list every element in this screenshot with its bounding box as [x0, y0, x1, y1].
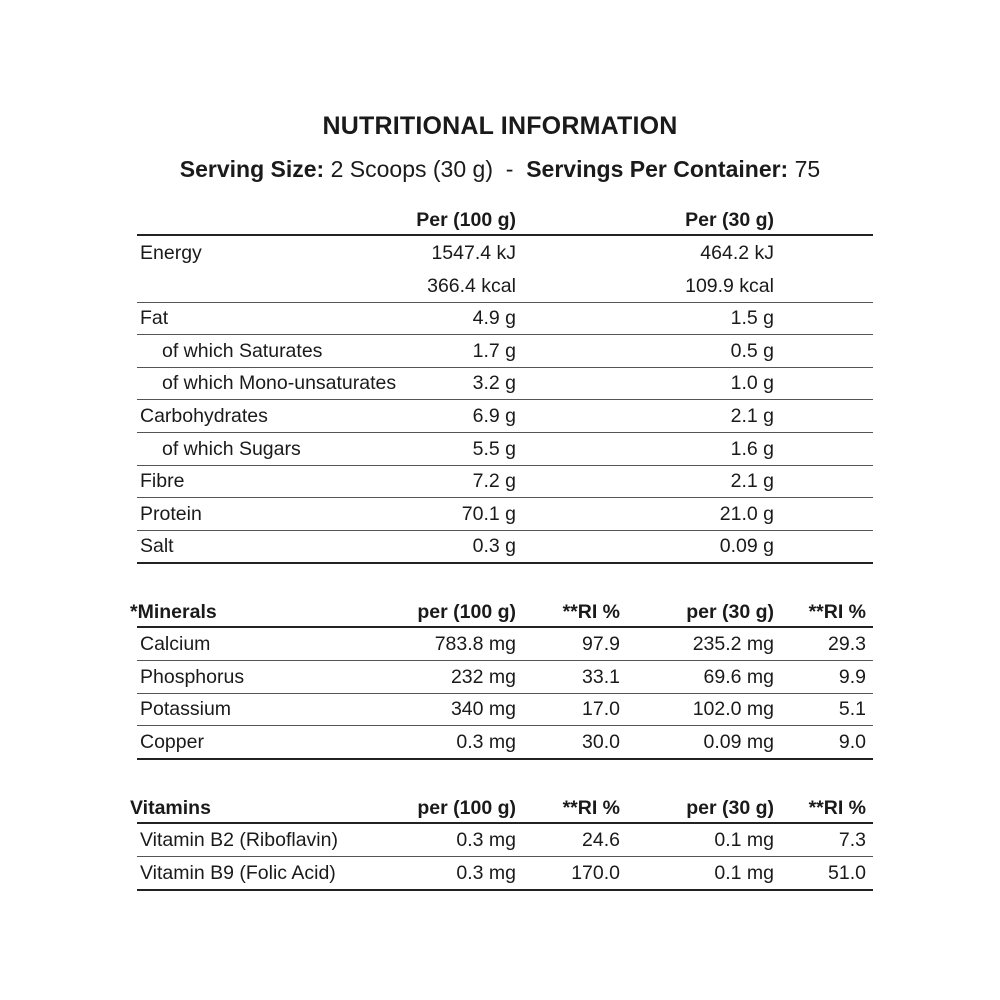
vitamins-row-ri-100g: 24.6 [582, 829, 620, 851]
servings-per-container-label: Servings Per Container: [526, 156, 789, 182]
nutrient-per-serving: 2.1 g [730, 470, 774, 492]
vitamins-row-ri-serving: 7.3 [838, 829, 866, 851]
minerals-row-label: Copper [140, 731, 204, 753]
minerals-row-label: Calcium [140, 633, 211, 655]
header-divider [137, 234, 873, 236]
nutrient-per-serving: 1.0 g [730, 372, 774, 394]
row-divider [137, 334, 873, 335]
nutrient-label: Fibre [140, 470, 185, 492]
serving-size-value: 2 Scoops (30 g) - [324, 156, 527, 182]
minerals-row-divider [137, 758, 873, 760]
vitamins-row-ri-100g: 170.0 [571, 862, 620, 884]
nutrient-label: of which Sugars [162, 438, 301, 460]
minerals-header-per-serving: per (30 g) [686, 601, 774, 623]
nutrient-per-100g: 1.7 g [472, 340, 516, 362]
minerals-row-label: Phosphorus [140, 666, 245, 688]
nutrient-label: of which Mono-unsaturates [162, 372, 397, 394]
minerals-header-divider [137, 626, 873, 628]
row-divider [137, 302, 873, 303]
row-divider [137, 367, 873, 368]
nutrient-per-100g: 70.1 g [461, 503, 516, 525]
vitamins-row-divider [137, 889, 873, 891]
vitamins-row-ri-serving: 51.0 [828, 862, 866, 884]
vitamins-row-per-serving: 0.1 mg [714, 829, 774, 851]
vitamins-header-per-serving: per (30 g) [686, 797, 774, 819]
vitamins-row-per-100g: 0.3 mg [456, 829, 516, 851]
row-divider [137, 530, 873, 531]
minerals-row-per-serving: 0.09 mg [703, 731, 774, 753]
minerals-row-ri-100g: 17.0 [582, 698, 620, 720]
nutrient-per-serving: 109.9 kcal [685, 275, 774, 297]
row-divider [137, 432, 873, 433]
header-per-serving: Per (30 g) [685, 209, 774, 231]
nutrient-per-100g: 5.5 g [472, 438, 516, 460]
minerals-row-divider [137, 693, 873, 694]
nutrient-per-serving: 1.6 g [730, 438, 774, 460]
minerals-row-label: Potassium [140, 698, 232, 720]
nutrient-label: Fat [140, 307, 169, 329]
nutrient-label: Salt [140, 535, 174, 557]
vitamins-row-per-100g: 0.3 mg [456, 862, 516, 884]
minerals-row-ri-100g: 33.1 [582, 666, 620, 688]
nutrient-per-100g: 366.4 kcal [427, 275, 516, 297]
minerals-header-ri-serving: **RI % [808, 601, 866, 623]
minerals-row-ri-serving: 29.3 [828, 633, 866, 655]
minerals-row-ri-100g: 30.0 [582, 731, 620, 753]
vitamins-row-per-serving: 0.1 mg [714, 862, 774, 884]
vitamins-header-ri-100g: **RI % [562, 797, 620, 819]
minerals-header-name: *Minerals [130, 601, 217, 623]
minerals-row-per-100g: 783.8 mg [434, 633, 516, 655]
vitamins-header-ri-serving: **RI % [808, 797, 866, 819]
minerals-header-per-100g: per (100 g) [417, 601, 516, 623]
row-divider [137, 399, 873, 400]
minerals-row-per-serving: 69.6 mg [703, 666, 774, 688]
nutrient-label: Carbohydrates [140, 405, 268, 427]
header-per-100g: Per (100 g) [416, 209, 516, 231]
page-title: NUTRITIONAL INFORMATION [322, 112, 678, 140]
vitamins-header-per-100g: per (100 g) [417, 797, 516, 819]
vitamins-row-label: Vitamin B2 (Riboflavin) [140, 829, 338, 851]
vitamins-header-name: Vitamins [130, 797, 211, 819]
nutrient-per-100g: 4.9 g [472, 307, 516, 329]
nutrient-per-serving: 1.5 g [730, 307, 774, 329]
nutrient-label: Energy [140, 242, 202, 264]
nutrient-per-100g: 0.3 g [472, 535, 516, 557]
minerals-row-divider [137, 660, 873, 661]
servings-per-container-value: 75 [788, 156, 821, 182]
nutrient-per-100g: 3.2 g [472, 372, 516, 394]
minerals-row-ri-serving: 9.9 [838, 666, 866, 688]
minerals-row-ri-serving: 9.0 [838, 731, 866, 753]
minerals-row-per-100g: 340 mg [450, 698, 516, 720]
nutrient-per-serving: 0.09 g [719, 535, 774, 557]
nutrient-label: of which Saturates [162, 340, 323, 362]
nutrient-per-serving: 2.1 g [730, 405, 774, 427]
nutrient-per-serving: 464.2 kJ [700, 242, 774, 264]
minerals-row-ri-serving: 5.1 [838, 698, 866, 720]
serving-size-label: Serving Size: [179, 156, 325, 182]
vitamins-header-divider [137, 822, 873, 824]
row-divider [137, 465, 873, 466]
vitamins-row-label: Vitamin B9 (Folic Acid) [140, 862, 336, 884]
minerals-row-per-serving: 102.0 mg [692, 698, 774, 720]
nutrient-label: Protein [140, 503, 202, 525]
minerals-row-per-serving: 235.2 mg [692, 633, 774, 655]
nutrient-per-serving: 21.0 g [719, 503, 774, 525]
minerals-row-divider [137, 725, 873, 726]
nutrient-per-100g: 7.2 g [472, 470, 516, 492]
minerals-row-ri-100g: 97.9 [582, 633, 620, 655]
minerals-header-ri-100g: **RI % [562, 601, 620, 623]
minerals-row-per-100g: 0.3 mg [456, 731, 516, 753]
minerals-row-per-100g: 232 mg [450, 666, 516, 688]
nutrient-per-serving: 0.5 g [730, 340, 774, 362]
nutrient-per-100g: 6.9 g [472, 405, 516, 427]
vitamins-row-divider [137, 856, 873, 857]
row-divider [137, 562, 873, 564]
row-divider [137, 497, 873, 498]
serving-info [0, 156, 1000, 183]
nutrient-per-100g: 1547.4 kJ [431, 242, 516, 264]
